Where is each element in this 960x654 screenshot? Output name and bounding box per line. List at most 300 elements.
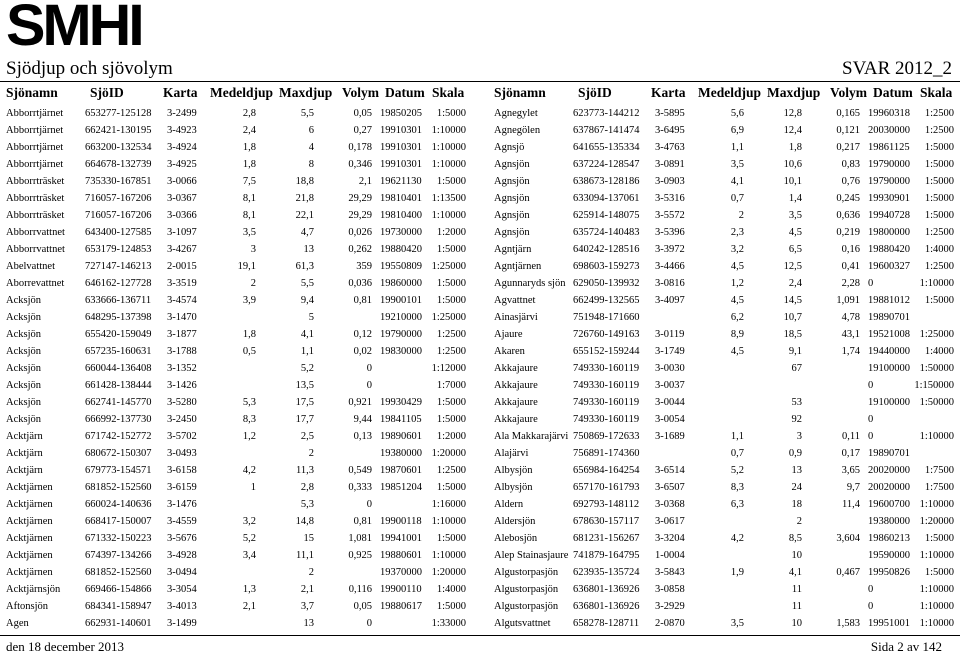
table-row bbox=[488, 496, 960, 513]
cell-medeldjup: 1,8 bbox=[242, 159, 256, 170]
cell-karta: 3-0617 bbox=[655, 516, 685, 527]
cell-karta: 3-1689 bbox=[655, 431, 685, 442]
cell-datum: 0 bbox=[868, 278, 874, 289]
cell-skala: 1:5000 bbox=[436, 397, 466, 408]
cell-datum: 19730000 bbox=[380, 227, 422, 238]
cell-datum: 19880420 bbox=[380, 244, 422, 255]
cell-medeldjup: 4,5 bbox=[730, 346, 744, 357]
cell-skala: 1:2000 bbox=[436, 431, 466, 442]
cell-karta: 3-0044 bbox=[655, 397, 685, 408]
cell-maxdjup: 1,4 bbox=[788, 193, 802, 204]
cell-sjonamn: Agntjärnen bbox=[494, 261, 542, 272]
cell-datum: 19960318 bbox=[868, 108, 910, 119]
cell-sjonamn: Aborrevattnet bbox=[6, 278, 65, 289]
cell-sjonamn: Aftonsjön bbox=[6, 601, 48, 612]
cell-sjonamn: Acksjön bbox=[6, 346, 41, 357]
cell-skala: 1:10000 bbox=[919, 618, 954, 629]
cell-medeldjup: 1,3 bbox=[242, 584, 256, 595]
cell-sjoid: 633094-137061 bbox=[573, 193, 640, 204]
cell-sjoid: 662931-140601 bbox=[85, 618, 152, 629]
cell-sjonamn: Agnegölen bbox=[494, 125, 541, 136]
cell-sjoid: 692793-148112 bbox=[573, 499, 640, 510]
header-maxdjup: Maxdjup bbox=[279, 85, 333, 100]
table-row bbox=[0, 122, 480, 139]
header-karta: Karta bbox=[163, 85, 198, 100]
cell-datum: 19890701 bbox=[868, 312, 910, 323]
table-row bbox=[488, 377, 960, 394]
cell-sjoid: 636801-136926 bbox=[573, 601, 640, 612]
cell-medeldjup: 8,9 bbox=[730, 329, 744, 340]
cell-medeldjup: 8,1 bbox=[242, 210, 256, 221]
cell-sjoid: 662741-145770 bbox=[85, 397, 152, 408]
cell-maxdjup: 6,5 bbox=[788, 244, 802, 255]
cell-medeldjup: 3,2 bbox=[730, 244, 744, 255]
cell-skala: 1:2000 bbox=[436, 227, 466, 238]
cell-sjonamn: Agnsjön bbox=[494, 193, 530, 204]
table-row bbox=[488, 309, 960, 326]
cell-sjoid: 680672-150307 bbox=[85, 448, 152, 459]
cell-sjoid: 679773-154571 bbox=[85, 465, 152, 476]
cell-skala: 1:10000 bbox=[919, 278, 954, 289]
table-row bbox=[0, 581, 480, 598]
cell-skala: 1:5000 bbox=[924, 295, 954, 306]
table-header bbox=[0, 82, 480, 105]
cell-volym: 0,05 bbox=[353, 601, 372, 612]
header-datum: Datum bbox=[385, 85, 425, 100]
cell-volym: 0 bbox=[366, 380, 372, 391]
table-row bbox=[488, 122, 960, 139]
cell-medeldjup: 6,9 bbox=[730, 125, 744, 136]
cell-sjoid: 623935-135724 bbox=[573, 567, 640, 578]
cell-karta: 3-0903 bbox=[655, 176, 685, 187]
cell-karta: 3-3204 bbox=[655, 533, 685, 544]
cell-sjonamn: Acktjärnen bbox=[6, 533, 53, 544]
header-skala: Skala bbox=[920, 85, 953, 100]
cell-skala: 1:2500 bbox=[436, 346, 466, 357]
table-row bbox=[488, 513, 960, 530]
cell-skala: 1:7000 bbox=[436, 380, 466, 391]
cell-maxdjup: 8 bbox=[308, 159, 314, 170]
cell-sjoid: 655420-159049 bbox=[85, 329, 152, 340]
cell-volym: 11,4 bbox=[842, 499, 860, 510]
cell-karta: 3-4013 bbox=[167, 601, 197, 612]
cell-medeldjup: 4,2 bbox=[730, 533, 744, 544]
cell-datum: 19900110 bbox=[380, 584, 422, 595]
cell-sjonamn: Akkajaure bbox=[494, 380, 538, 391]
cell-maxdjup: 22,1 bbox=[295, 210, 314, 221]
cell-datum: 19210000 bbox=[380, 312, 422, 323]
table-row bbox=[488, 207, 960, 224]
header-datum: Datum bbox=[873, 85, 913, 100]
cell-sjoid: 662499-132565 bbox=[573, 295, 640, 306]
cell-sjoid: 623773-144212 bbox=[573, 108, 640, 119]
cell-datum: 19880617 bbox=[380, 601, 422, 612]
table-row bbox=[488, 139, 960, 156]
cell-volym: 359 bbox=[356, 261, 372, 272]
cell-maxdjup: 4,7 bbox=[300, 227, 314, 238]
cell-skala: 1:7500 bbox=[924, 465, 954, 476]
cell-volym: 0,11 bbox=[842, 431, 860, 442]
cell-datum: 19951001 bbox=[868, 618, 910, 629]
cell-volym: 4,78 bbox=[841, 312, 860, 323]
cell-volym: 0,921 bbox=[348, 397, 372, 408]
cell-karta: 3-0037 bbox=[655, 380, 685, 391]
table-row bbox=[0, 207, 480, 224]
cell-karta: 3-1426 bbox=[167, 380, 197, 391]
cell-volym: 43,1 bbox=[841, 329, 860, 340]
table-row bbox=[488, 173, 960, 190]
cell-sjonamn: Abelvattnet bbox=[6, 261, 55, 272]
cell-medeldjup: 3,5 bbox=[730, 618, 744, 629]
cell-medeldjup: 3,4 bbox=[242, 550, 256, 561]
cell-medeldjup: 1,8 bbox=[242, 329, 256, 340]
cell-sjoid: 749330-160119 bbox=[573, 363, 640, 374]
cell-volym: 0,026 bbox=[348, 227, 372, 238]
table-row bbox=[488, 547, 960, 564]
cell-maxdjup: 2 bbox=[796, 516, 802, 527]
cell-volym: 0,219 bbox=[836, 227, 860, 238]
table-row bbox=[0, 139, 480, 156]
cell-karta: 3-5396 bbox=[655, 227, 685, 238]
cell-karta: 3-0816 bbox=[655, 278, 685, 289]
cell-sjoid: 669466-154866 bbox=[85, 584, 152, 595]
cell-volym: 1,583 bbox=[836, 618, 860, 629]
cell-skala: 1:4000 bbox=[924, 244, 954, 255]
cell-datum: 19930429 bbox=[380, 397, 422, 408]
header-medeldjup: Medeldjup bbox=[698, 85, 762, 100]
cell-medeldjup: 5,2 bbox=[730, 465, 744, 476]
cell-sjoid: 671742-152772 bbox=[85, 431, 152, 442]
cell-sjoid: 681852-152560 bbox=[85, 567, 152, 578]
cell-volym: 0,333 bbox=[348, 482, 372, 493]
cell-sjoid: 648295-137398 bbox=[85, 312, 152, 323]
cell-sjoid: 643400-127585 bbox=[85, 227, 152, 238]
table-row bbox=[488, 411, 960, 428]
cell-medeldjup: 2,3 bbox=[730, 227, 744, 238]
cell-sjoid: 657170-161793 bbox=[573, 482, 640, 493]
cell-maxdjup: 17,5 bbox=[295, 397, 314, 408]
cell-medeldjup: 4,5 bbox=[730, 295, 744, 306]
cell-medeldjup: 5,2 bbox=[242, 533, 256, 544]
cell-datum: 19370000 bbox=[380, 567, 422, 578]
cell-sjoid: 655152-159244 bbox=[573, 346, 640, 357]
cell-maxdjup: 18 bbox=[791, 499, 802, 510]
cell-skala: 1:5000 bbox=[436, 414, 466, 425]
cell-datum: 19841105 bbox=[380, 414, 422, 425]
cell-datum: 19910301 bbox=[380, 159, 422, 170]
cell-volym: 0,13 bbox=[353, 431, 372, 442]
cell-datum: 19950826 bbox=[868, 567, 910, 578]
cell-karta: 3-4097 bbox=[655, 295, 685, 306]
cell-medeldjup: 4,2 bbox=[242, 465, 256, 476]
cell-datum: 19870601 bbox=[380, 465, 422, 476]
cell-volym: 0,41 bbox=[841, 261, 860, 272]
cell-datum: 19521008 bbox=[868, 329, 910, 340]
cell-datum: 19440000 bbox=[868, 346, 910, 357]
cell-sjonamn: Ala Makkarajärvi bbox=[494, 431, 569, 442]
cell-volym: 1,081 bbox=[348, 533, 372, 544]
cell-datum: 19880420 bbox=[868, 244, 910, 255]
cell-skala: 1:150000 bbox=[914, 380, 954, 391]
cell-karta: 3-0054 bbox=[655, 414, 685, 425]
header-sjoid: SjöID bbox=[90, 85, 124, 100]
footer-page-number: Sida 2 av 142 bbox=[870, 639, 942, 654]
header-volym: Volym bbox=[342, 85, 380, 100]
cell-sjonamn: Acksjön bbox=[6, 295, 41, 306]
cell-medeldjup: 6,3 bbox=[730, 499, 744, 510]
cell-sjonamn: Acksjön bbox=[6, 397, 41, 408]
cell-sjonamn: Acktjärn bbox=[6, 431, 43, 442]
cell-medeldjup: 1 bbox=[250, 482, 256, 493]
cell-skala: 1:25000 bbox=[431, 261, 466, 272]
footer-rule bbox=[0, 635, 960, 636]
cell-karta: 3-3519 bbox=[167, 278, 197, 289]
cell-sjonamn: Abborrtjärnet bbox=[6, 125, 64, 136]
table-row bbox=[0, 615, 480, 632]
cell-datum: 0 bbox=[868, 584, 874, 595]
cell-karta: 3-0494 bbox=[167, 567, 197, 578]
table-row bbox=[0, 241, 480, 258]
cell-medeldjup: 3,5 bbox=[730, 159, 744, 170]
table-row bbox=[488, 581, 960, 598]
cell-datum: 19890701 bbox=[868, 448, 910, 459]
cell-datum: 19860213 bbox=[868, 533, 910, 544]
cell-sjonamn: Algustorpasjön bbox=[494, 584, 559, 595]
cell-karta: 3-0858 bbox=[655, 584, 685, 595]
cell-volym: 9,44 bbox=[353, 414, 372, 425]
cell-karta: 3-5676 bbox=[167, 533, 197, 544]
cell-sjoid: 658278-128711 bbox=[573, 618, 640, 629]
table-row bbox=[0, 479, 480, 496]
cell-maxdjup: 4,1 bbox=[788, 567, 802, 578]
cell-sjonamn: Acksjön bbox=[6, 363, 41, 374]
cell-medeldjup: 0,5 bbox=[242, 346, 256, 357]
cell-skala: 1:5000 bbox=[924, 142, 954, 153]
cell-skala: 1:16000 bbox=[431, 499, 466, 510]
table-row bbox=[488, 462, 960, 479]
cell-medeldjup: 5,6 bbox=[730, 108, 744, 119]
cell-sjoid: 727147-146213 bbox=[85, 261, 152, 272]
table-row bbox=[0, 224, 480, 241]
cell-maxdjup: 9,4 bbox=[300, 295, 314, 306]
cell-volym: 0,81 bbox=[353, 516, 372, 527]
cell-datum: 19590000 bbox=[868, 550, 910, 561]
cell-skala: 1:20000 bbox=[431, 567, 466, 578]
table-row bbox=[488, 105, 960, 122]
cell-sjonamn: Acktjärnen bbox=[6, 516, 53, 527]
cell-skala: 1:7500 bbox=[924, 482, 954, 493]
footer-date: den 18 december 2013 bbox=[6, 639, 125, 654]
cell-maxdjup: 0,9 bbox=[788, 448, 802, 459]
cell-maxdjup: 10 bbox=[791, 550, 802, 561]
cell-maxdjup: 13,5 bbox=[295, 380, 314, 391]
cell-volym: 2,28 bbox=[841, 278, 860, 289]
cell-datum: 19100000 bbox=[868, 397, 910, 408]
table-row bbox=[488, 190, 960, 207]
cell-skala: 1:2500 bbox=[436, 465, 466, 476]
cell-sjonamn: Akkajaure bbox=[494, 397, 538, 408]
cell-volym: 2,1 bbox=[358, 176, 372, 187]
cell-sjoid: 698603-159273 bbox=[573, 261, 640, 272]
cell-sjoid: 653277-125128 bbox=[85, 108, 152, 119]
cell-datum: 19881012 bbox=[868, 295, 910, 306]
cell-medeldjup: 3,5 bbox=[242, 227, 256, 238]
cell-medeldjup: 4,1 bbox=[730, 176, 744, 187]
cell-maxdjup: 13 bbox=[791, 465, 802, 476]
cell-sjonamn: Agunnaryds sjön bbox=[494, 278, 566, 289]
cell-sjonamn: Abborrträsket bbox=[6, 193, 65, 204]
cell-datum: 19850205 bbox=[380, 108, 422, 119]
cell-sjoid: 684341-158947 bbox=[85, 601, 152, 612]
table-row bbox=[0, 360, 480, 377]
cell-skala: 1:10000 bbox=[919, 499, 954, 510]
cell-skala: 1:2500 bbox=[436, 329, 466, 340]
cell-maxdjup: 10,7 bbox=[783, 312, 802, 323]
cell-karta: 3-1877 bbox=[167, 329, 197, 340]
table-row bbox=[488, 343, 960, 360]
cell-sjonamn: Abborrvattnet bbox=[6, 244, 65, 255]
cell-datum: 19940728 bbox=[868, 210, 910, 221]
cell-sjonamn: Acksjön bbox=[6, 414, 41, 425]
cell-skala: 1:10000 bbox=[431, 159, 466, 170]
cell-datum: 19861125 bbox=[868, 142, 910, 153]
cell-maxdjup: 67 bbox=[791, 363, 802, 374]
cell-sjonamn: Agnsjön bbox=[494, 176, 530, 187]
cell-datum: 19930901 bbox=[868, 193, 910, 204]
cell-volym: 29,29 bbox=[348, 193, 372, 204]
cell-sjonamn: Alebosjön bbox=[494, 533, 538, 544]
cell-datum: 19941001 bbox=[380, 533, 422, 544]
cell-datum: 19790000 bbox=[868, 159, 910, 170]
cell-datum: 19800000 bbox=[868, 227, 910, 238]
cell-sjonamn: Agen bbox=[6, 618, 29, 629]
right-table bbox=[488, 82, 960, 632]
cell-maxdjup: 4,5 bbox=[788, 227, 802, 238]
cell-sjonamn: Alajärvi bbox=[494, 448, 529, 459]
cell-karta: 3-2450 bbox=[167, 414, 197, 425]
cell-sjoid: 681852-152560 bbox=[85, 482, 152, 493]
cell-skala: 1:20000 bbox=[919, 516, 954, 527]
cell-volym: 0,12 bbox=[353, 329, 372, 340]
cell-datum: 0 bbox=[868, 431, 874, 442]
cell-sjoid: 656984-164254 bbox=[573, 465, 640, 476]
cell-sjonamn: Acksjön bbox=[6, 329, 41, 340]
cell-skala: 1:5000 bbox=[924, 210, 954, 221]
cell-sjoid: 735330-167851 bbox=[85, 176, 152, 187]
cell-datum: 20020000 bbox=[868, 465, 910, 476]
table-header bbox=[488, 82, 960, 105]
cell-medeldjup: 1,1 bbox=[730, 142, 744, 153]
cell-medeldjup: 19,1 bbox=[237, 261, 256, 272]
cell-maxdjup: 14,8 bbox=[295, 516, 314, 527]
cell-volym: 0,036 bbox=[348, 278, 372, 289]
cell-karta: 3-4559 bbox=[167, 516, 197, 527]
table-row bbox=[0, 105, 480, 122]
cell-skala: 1:5000 bbox=[436, 482, 466, 493]
cell-sjoid: 646162-127728 bbox=[85, 278, 152, 289]
cell-datum: 19790000 bbox=[868, 176, 910, 187]
header-skala: Skala bbox=[432, 85, 465, 100]
cell-skala: 1:10000 bbox=[431, 516, 466, 527]
cell-medeldjup: 2,8 bbox=[242, 108, 256, 119]
cell-sjoid: 666992-137730 bbox=[85, 414, 152, 425]
table-row bbox=[488, 394, 960, 411]
cell-datum: 19380000 bbox=[380, 448, 422, 459]
cell-sjonamn: Acktjärnen bbox=[6, 550, 53, 561]
table-row bbox=[488, 615, 960, 632]
cell-skala: 1:10000 bbox=[919, 431, 954, 442]
cell-karta: 3-5895 bbox=[655, 108, 685, 119]
cell-medeldjup: 1,9 bbox=[730, 567, 744, 578]
cell-skala: 1:5000 bbox=[436, 244, 466, 255]
cell-medeldjup: 8,3 bbox=[730, 482, 744, 493]
cell-medeldjup: 2 bbox=[250, 278, 256, 289]
cell-sjonamn: Acktjärnen bbox=[6, 567, 53, 578]
cell-skala: 1:50000 bbox=[919, 363, 954, 374]
cell-skala: 1:5000 bbox=[436, 278, 466, 289]
cell-karta: 3-0066 bbox=[167, 176, 197, 187]
cell-datum: 0 bbox=[868, 380, 874, 391]
table-row bbox=[0, 598, 480, 615]
cell-skala: 1:5000 bbox=[436, 176, 466, 187]
header-sjonamn: Sjönamn bbox=[494, 85, 546, 100]
cell-skala: 1:2500 bbox=[924, 227, 954, 238]
cell-skala: 1:2500 bbox=[924, 108, 954, 119]
table-row bbox=[488, 360, 960, 377]
cell-karta: 1-0004 bbox=[655, 550, 685, 561]
table-row bbox=[488, 445, 960, 462]
cell-karta: 3-4574 bbox=[167, 295, 197, 306]
cell-sjoid: 637224-128547 bbox=[573, 159, 640, 170]
cell-volym: 0,116 bbox=[348, 584, 372, 595]
cell-maxdjup: 2 bbox=[308, 448, 314, 459]
cell-volym: 0 bbox=[366, 499, 372, 510]
cell-sjoid: 636801-136926 bbox=[573, 584, 640, 595]
cell-maxdjup: 18,5 bbox=[783, 329, 802, 340]
cell-karta: 3-4267 bbox=[167, 244, 197, 255]
cell-volym: 0,27 bbox=[353, 125, 372, 136]
cell-karta: 3-0891 bbox=[655, 159, 685, 170]
table-row bbox=[0, 564, 480, 581]
cell-medeldjup: 8,1 bbox=[242, 193, 256, 204]
cell-karta: 3-5280 bbox=[167, 397, 197, 408]
cell-skala: 1:4000 bbox=[924, 346, 954, 357]
cell-datum: 19550809 bbox=[380, 261, 422, 272]
table-row bbox=[0, 190, 480, 207]
cell-sjoid: 671332-150223 bbox=[85, 533, 152, 544]
cell-sjonamn: Agnegylet bbox=[494, 108, 538, 119]
cell-volym: 0,262 bbox=[348, 244, 372, 255]
cell-maxdjup: 10,6 bbox=[783, 159, 802, 170]
cell-sjoid: 657235-160631 bbox=[85, 346, 152, 357]
cell-skala: 1:5000 bbox=[436, 108, 466, 119]
cell-maxdjup: 13 bbox=[303, 618, 314, 629]
table-row bbox=[488, 564, 960, 581]
cell-karta: 3-0368 bbox=[655, 499, 685, 510]
table-row bbox=[0, 156, 480, 173]
left-table bbox=[0, 82, 480, 632]
cell-datum: 20020000 bbox=[868, 482, 910, 493]
cell-volym: 0,83 bbox=[841, 159, 860, 170]
cell-sjonamn: Akkajaure bbox=[494, 363, 538, 374]
cell-karta: 3-6495 bbox=[655, 125, 685, 136]
cell-karta: 3-6159 bbox=[167, 482, 197, 493]
cell-datum: 19880601 bbox=[380, 550, 422, 561]
cell-sjonamn: Abborrvattnet bbox=[6, 227, 65, 238]
cell-volym: 0,636 bbox=[836, 210, 860, 221]
cell-medeldjup: 1,2 bbox=[242, 431, 256, 442]
cell-sjoid: 751948-171660 bbox=[573, 312, 640, 323]
